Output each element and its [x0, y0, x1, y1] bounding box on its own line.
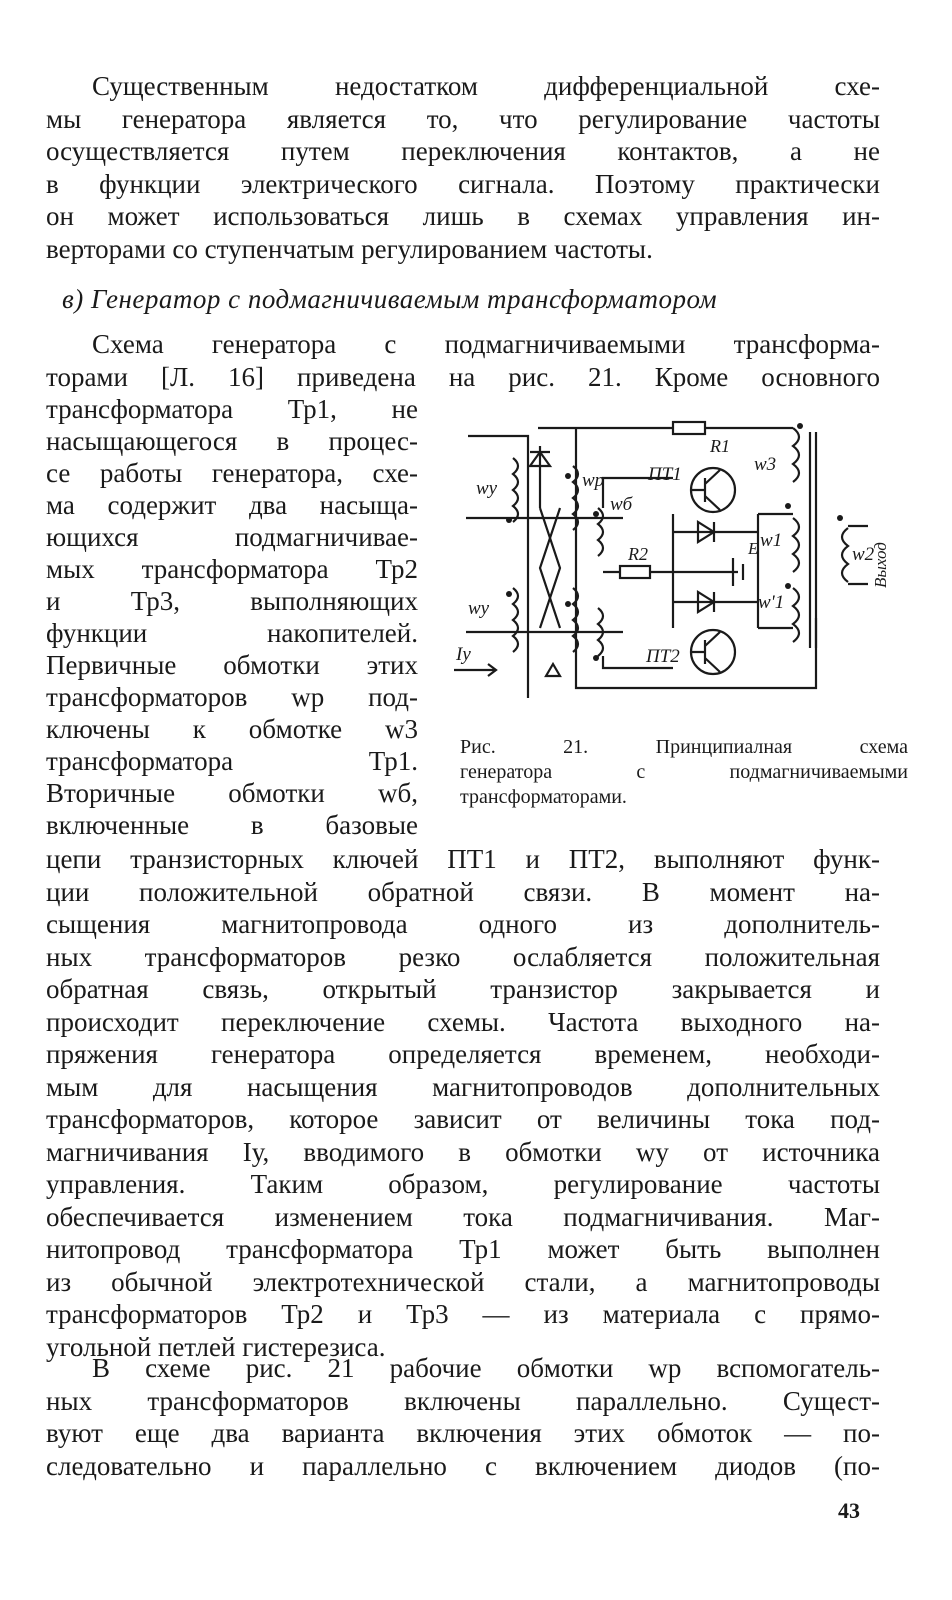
text-line: осуществляется путем переключения контактов, а не — [46, 136, 880, 166]
label-w3: w3 — [754, 454, 777, 475]
text-line: мы генератора является то, что регулирование частоты — [46, 103, 880, 134]
paragraph-1 — [46, 70, 880, 265]
text-line: ма содержит два насыща- — [46, 490, 418, 520]
text-line: трансформаторов wр под- — [46, 682, 418, 712]
text-line: Вторичные обмотки wб, — [46, 778, 418, 808]
label-pt1: ПТ1 — [648, 464, 682, 485]
text-line: ных трансформаторов включены параллельно. Сущест- — [46, 1385, 880, 1416]
caption-line: трансформаторами. — [460, 786, 627, 808]
text-line: В схеме рис. 21 рабочие обмотки wр вспомогатель- — [92, 1353, 880, 1383]
caption-line: Рис. 21. Принципиалная схема — [460, 736, 908, 758]
text-line: верторами со ступенчатым регулированием частоты. — [46, 233, 653, 264]
text-line: угольной петлей гистерезиса. — [46, 1331, 386, 1362]
text-line: он может использоваться лишь в схемах управления ин- — [46, 201, 880, 231]
circuit-diagram-figure-21 — [448, 418, 908, 718]
caption-line: генератора с подмагничиваемыми — [460, 761, 908, 783]
figure-caption — [460, 735, 908, 810]
text-line: ции положительной обратной связи. В момент на- — [46, 876, 880, 907]
text-line: обеспечивается изменением тока подмагничивания. Маг- — [46, 1201, 880, 1232]
text-line: ных трансформаторов резко ослабляется положительная — [46, 941, 880, 972]
text-line: следовательно и параллельно с включением диодов (по- — [46, 1450, 880, 1481]
paragraph-3 — [46, 1352, 880, 1482]
text-line: насыщающегося в процес- — [46, 426, 418, 456]
text-line: Первичные обмотки этих — [46, 650, 418, 680]
text-line: трансформаторов Тр2 и Тр3 — из материала с прямо- — [46, 1299, 880, 1329]
text-line: в функции электрического сигнала. Поэтому практически — [46, 168, 880, 199]
label-iy: Iу — [456, 644, 471, 665]
text-line: сыщения магнитопровода одного из дополнитель- — [46, 909, 880, 939]
text-line: мых трансформатора Тр2 — [46, 554, 418, 584]
text-line: торами [Л. 16] приведена на рис. 21. Кроме основного — [46, 361, 880, 392]
label-wp: wр — [582, 470, 605, 491]
page-number: 43 — [838, 1498, 860, 1523]
paragraph-2-continued — [46, 843, 880, 1363]
text-line: цепи транзисторных ключей ПТ1 и ПТ2, выполняют функ- — [46, 844, 880, 874]
label-wy-bottom: wу — [468, 598, 490, 619]
text-line: Существенным недостатком дифференциальной схе- — [92, 71, 880, 101]
section-heading: в) Генератор с подмагничиваемым трансформатором — [62, 284, 718, 314]
label-e: E — [748, 539, 759, 558]
label-wy-top: wу — [476, 478, 498, 499]
text-line: управления. Таким образом, регулирование частоты — [46, 1169, 880, 1199]
text-line: функции накопителей. — [46, 618, 418, 648]
label-w1-prime: w'1 — [758, 592, 785, 613]
text-line: трансформатора Тр1, не — [46, 394, 418, 424]
text-line: и Тр3, выполняющих — [46, 586, 418, 616]
text-line: обратная связь, открытый транзистор закрывается и — [46, 974, 880, 1004]
label-pt2: ПТ2 — [646, 646, 680, 667]
text-line: мым для насыщения магнитопроводов дополнительных — [46, 1071, 880, 1102]
text-line: вуют еще два варианта включения этих обмоток — по- — [46, 1418, 880, 1448]
label-w2: w2 — [852, 544, 875, 565]
text-line: нитопровод трансформатора Тр1 может быть выполнен — [46, 1234, 880, 1264]
label-r1: R1 — [710, 436, 730, 456]
paragraph-2-wrapped-column — [46, 393, 418, 841]
text-line: трансформатора Тр1. — [46, 746, 418, 776]
text-line: магничивания Iу, вводимого в обмотки wу от источника — [46, 1136, 880, 1167]
text-line: из обычной электротехнической стали, а магнитопроводы — [46, 1266, 880, 1297]
label-w1: w1 — [760, 530, 783, 551]
text-line: трансформаторов, которое зависит от величины тока под- — [46, 1104, 880, 1134]
label-wb: wб — [610, 494, 633, 515]
text-line: ключены к обмотке w3 — [46, 714, 418, 744]
label-output: Выход — [871, 542, 890, 588]
label-r2: R2 — [628, 544, 648, 564]
paragraph-2-intro — [46, 328, 880, 393]
text-line: ющихся подмагничивае- — [46, 522, 418, 552]
text-line: пряжения генератора определяется временем, необходи- — [46, 1039, 880, 1069]
text-line: се работы генератора, схе- — [46, 458, 418, 488]
text-line: включенные в базовые — [46, 810, 418, 840]
text-line: Схема генератора с подмагничиваемыми трансформа- — [92, 329, 880, 359]
text-line: происходит переключение схемы. Частота выходного на- — [46, 1006, 880, 1037]
